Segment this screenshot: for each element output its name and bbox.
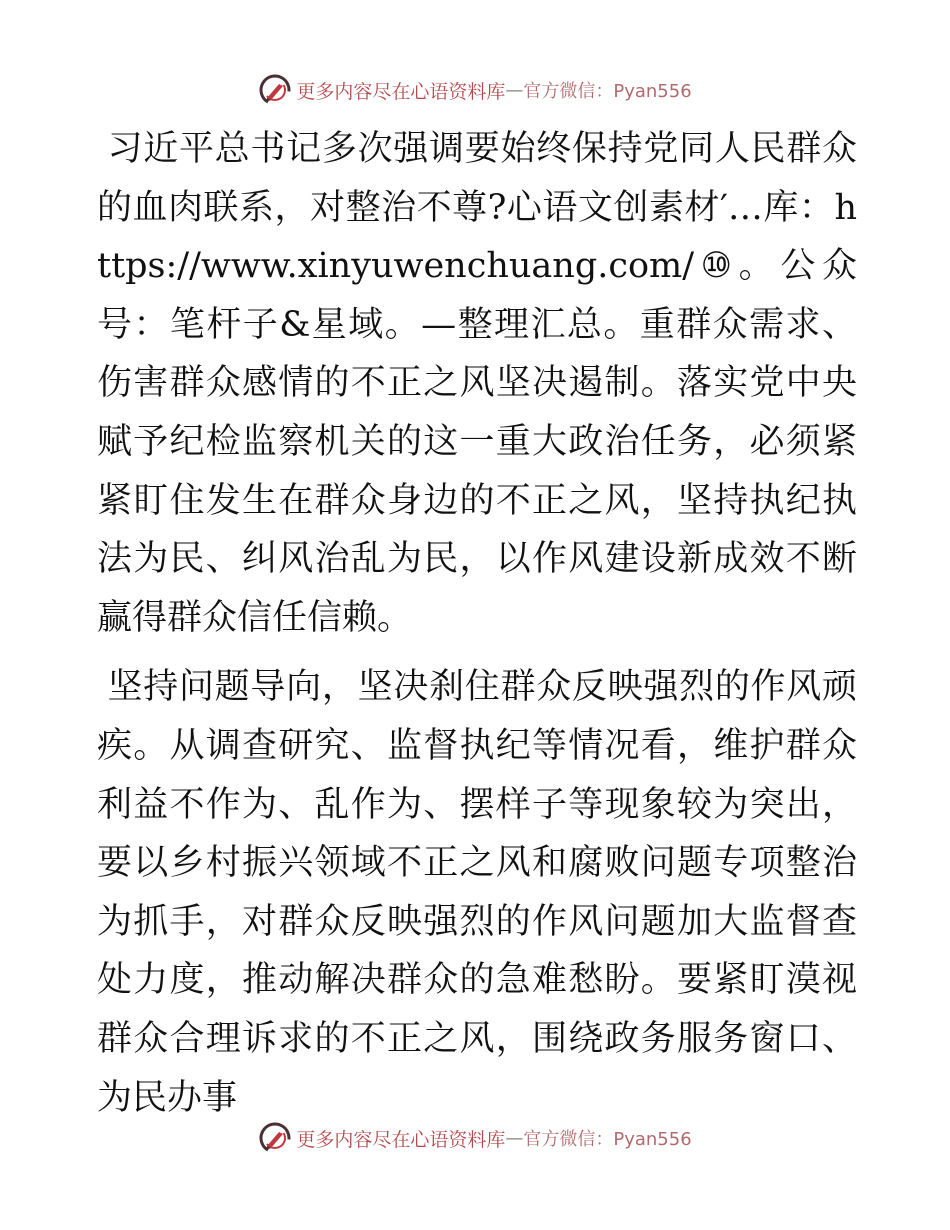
- pen-logo-icon: [258, 73, 292, 107]
- footer-contact-text: 官方微信：Pyan556: [523, 1129, 692, 1150]
- paragraph-1: 习近平总书记多次强调要始终保持党同人民群众的血肉联系，对整治不尊?心语文创素材′…库：https://www.xinyuwenchuang.com/⑩。公众号：笔杆子&星域。—整理汇总。重群众需求、伤害群众感情的不正之风坚决遏制。落实党中央赋予纪检监察机关的这一重大政治任务，必须紧紧盯住发生在群众身边的不正之风，坚持执纪执法为民、纠风治乱为民，以作风建设新成效不断赢得群众信任信赖。: [97, 129, 857, 638]
- paragraph-2: 坚持问题导向，坚决刹住群众反映强烈的作风顽疾。从调查研究、监督执纪等情况看，维护群众利益不作为、乱作为、摆样子等现象较为突出，要以乡村振兴领域不正之风和腐败问题专项整治为抓手，对群众反映强烈的作风问题加大监督查处力度，推动解决群众的急难愁盼。要紧盯漠视群众合理诉求的不正之风，围绕政务服务窗口、为民办事: [97, 667, 857, 1118]
- header-contact-text: 官方微信：Pyan556: [523, 81, 692, 102]
- header-separator: —: [505, 79, 524, 101]
- footer-watermark: [0, 1118, 950, 1158]
- header-brand-text: 更多内容尽在心语资料库: [296, 80, 506, 103]
- header-watermark: [0, 70, 950, 110]
- pen-logo-icon: [258, 1121, 292, 1155]
- footer-separator: —: [505, 1127, 524, 1149]
- document-body: [97, 120, 857, 1127]
- footer-brand-text: 更多内容尽在心语资料库: [296, 1128, 506, 1151]
